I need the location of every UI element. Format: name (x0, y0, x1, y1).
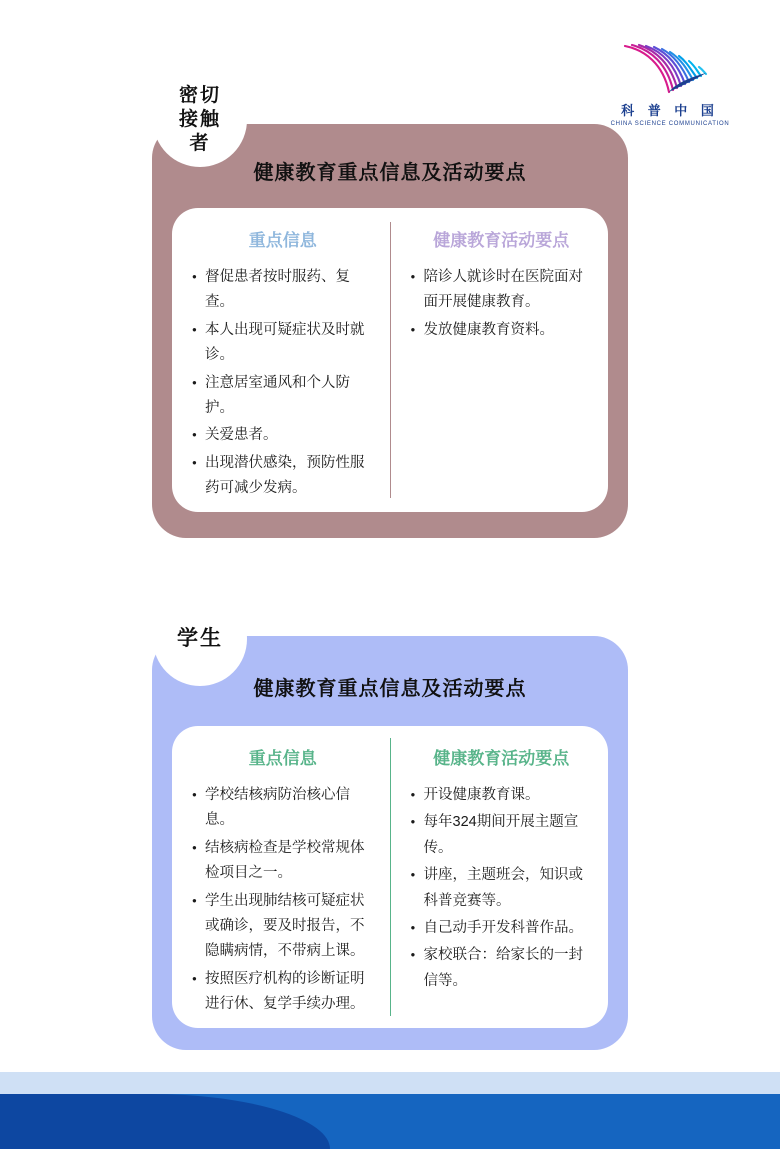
badge-students (153, 592, 247, 686)
logo-name-cn: 科 普 中 国 (621, 103, 719, 118)
list-item: ● 督促患者按时服药、复查。 (192, 265, 374, 316)
column-heading: 健康教育活动要点 (433, 749, 570, 768)
bullet-list (411, 265, 593, 343)
logo-icon (611, 40, 729, 98)
bullet-list (192, 265, 374, 501)
card-body (172, 726, 608, 1028)
card-body (172, 208, 608, 512)
brand-logo (604, 40, 736, 127)
column-activities (391, 726, 609, 1028)
bullet-list (192, 783, 374, 1017)
list-item: ● 陪诊人就诊时在医院面对面开展健康教育。 (411, 265, 593, 316)
list-item: ● 家校联合：给家长的一封信等。 (411, 943, 593, 994)
column-activities (391, 208, 609, 512)
column-heading: 健康教育活动要点 (433, 231, 570, 250)
card-title: 健康教育重点信息及活动要点 (253, 678, 527, 700)
list-item: ● 注意居室通风和个人防护。 (192, 371, 374, 422)
column-key-messages (172, 208, 390, 512)
list-item: ● 自己动手开发科普作品。 (411, 916, 593, 941)
footer-band (0, 1094, 780, 1149)
column-heading: 重点信息 (248, 749, 317, 768)
list-item: ● 每年324期间开展主题宣传。 (411, 810, 593, 861)
badge-line: 接触 (178, 109, 221, 131)
footer-swoosh (0, 1094, 330, 1149)
list-item: ● 关爱患者。 (192, 423, 374, 448)
list-item: ● 讲座，主题班会，知识或科普竞赛等。 (411, 863, 593, 914)
list-item: ● 学生出现肺结核可疑症状或确诊，要及时报告，不隐瞒病情，不带病上课。 (192, 889, 374, 965)
card-title: 健康教育重点信息及活动要点 (253, 162, 527, 184)
badge-line: 学生 (177, 626, 223, 650)
card-students (152, 636, 628, 1050)
list-item: ● 按照医疗机构的诊断证明进行休、复学手续办理。 (192, 967, 374, 1018)
badge-line: 者 (189, 132, 211, 154)
list-item: ● 结核病检查是学校常规体检项目之一。 (192, 836, 374, 887)
list-item: ● 本人出现可疑症状及时就诊。 (192, 318, 374, 369)
column-heading: 重点信息 (248, 231, 317, 250)
card-close-contacts (152, 124, 628, 538)
list-item: ● 出现潜伏感染，预防性服药可减少发病。 (192, 451, 374, 502)
badge-line: 密切 (178, 85, 221, 107)
column-key-messages (172, 726, 390, 1028)
list-item: ● 开设健康教育课。 (411, 783, 593, 808)
bullet-list (411, 783, 593, 994)
logo-name-en: CHINA SCIENCE COMMUNICATION (610, 121, 730, 127)
list-item: ● 发放健康教育资料。 (411, 318, 593, 343)
list-item: ● 学校结核病防治核心信息。 (192, 783, 374, 834)
badge-close-contacts (153, 73, 247, 167)
